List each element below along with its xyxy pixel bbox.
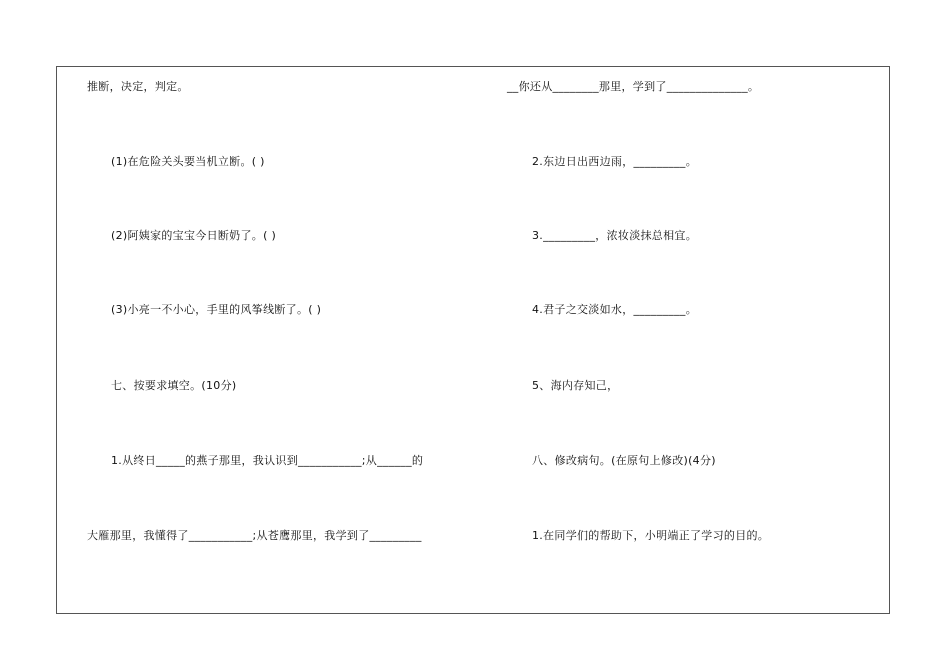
left-line-1: 推断，决定，判定。 xyxy=(87,80,189,93)
right-line-3: 3._________，浓妆淡抹总相宜。 xyxy=(532,229,697,242)
left-line-5: 七、按要求填空。(10分) xyxy=(111,379,237,392)
right-line-5: 5、海内存知己， xyxy=(532,379,619,392)
right-line-6: 八、修改病句。(在原句上修改)(4分) xyxy=(532,454,716,467)
right-line-7: 1.在同学们的帮助下，小明端正了学习的目的。 xyxy=(532,529,770,542)
left-line-2: (1)在危险关头要当机立断。( ) xyxy=(111,155,265,168)
left-line-4: (3)小亮一不小心，手里的风筝线断了。( ) xyxy=(111,303,322,316)
left-line-6: 1.从终日_____的燕子那里，我认识到___________;从______的 xyxy=(111,454,424,467)
right-line-2: 2.东边日出西边雨，_________。 xyxy=(532,155,697,168)
left-line-3: (2)阿姨家的宝宝今日断奶了。( ) xyxy=(111,229,277,242)
right-line-1: __你还从________那里，学到了______________。 xyxy=(507,80,760,93)
left-line-7: 大雁那里，我懂得了___________;从苍鹰那里，我学到了_________ xyxy=(87,529,422,542)
right-line-4: 4.君子之交淡如水，_________。 xyxy=(532,303,697,316)
